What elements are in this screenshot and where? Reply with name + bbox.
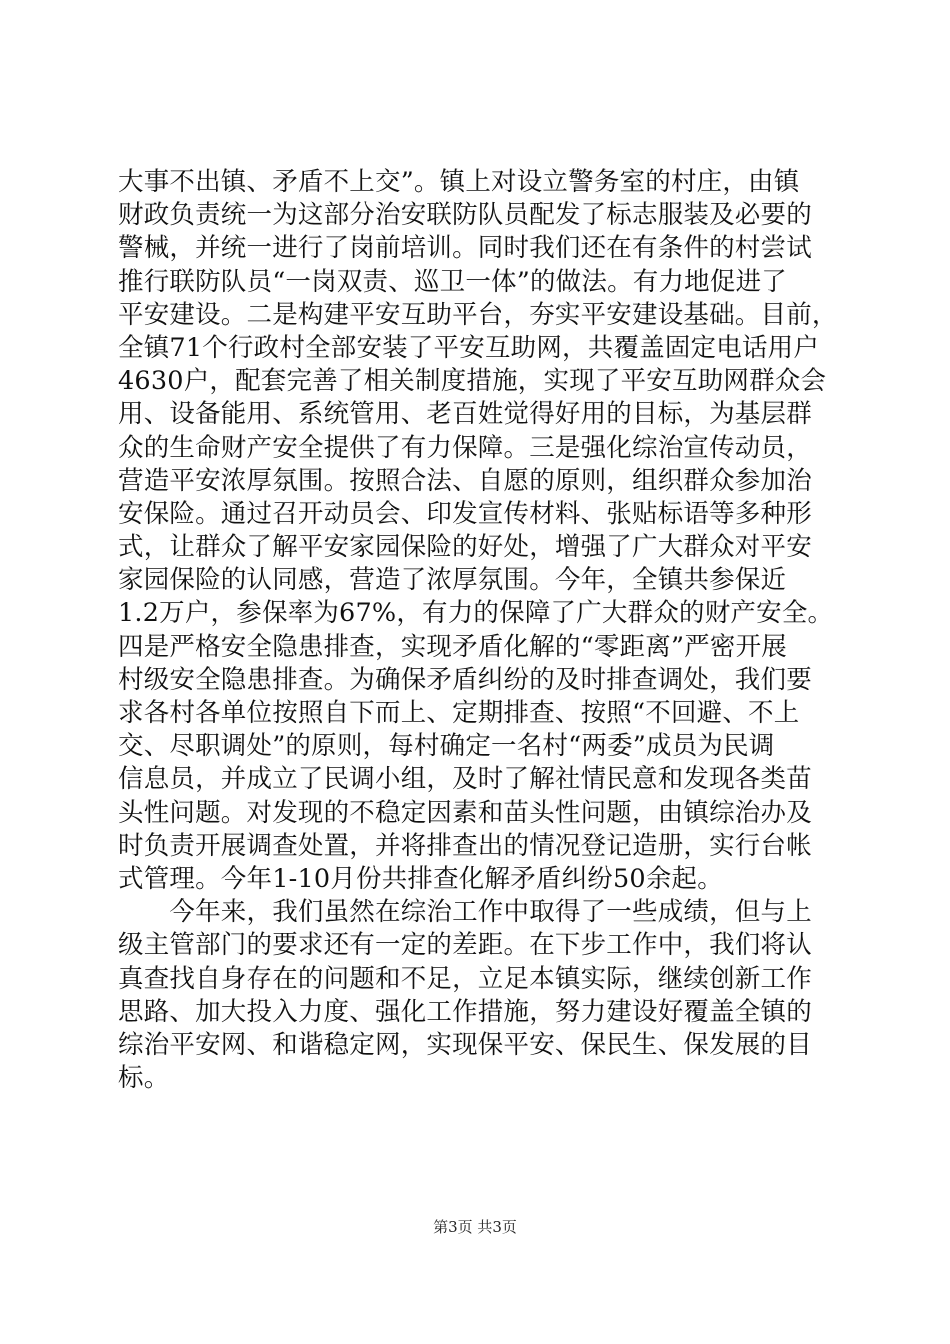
text-line: 四是严格安全隐患排查，实现矛盾化解的“零距离”严密开展 xyxy=(118,631,787,662)
text-line: 头性问题。对发现的不稳定因素和苗头性问题，由镇综治办及 xyxy=(118,797,812,828)
text-line: 家园保险的认同感，营造了浓厚氛围。今年，全镇共参保近 xyxy=(118,565,787,596)
text-line: 营造平安浓厚氛围。按照合法、自愿的原则，组织群众参加治 xyxy=(118,465,812,496)
text-line: 今年来，我们虽然在综治工作中取得了一些成绩，但与上 xyxy=(118,897,812,928)
text-line: 思路、加大投入力度、强化工作措施，努力建设好覆盖全镇的 xyxy=(118,996,812,1027)
text-line: 式管理。今年1-10月份共排查化解矛盾纠纷50余起。 xyxy=(118,863,723,894)
text-line: 警械，并统一进行了岗前培训。同时我们还在有条件的村尝试 xyxy=(118,233,812,264)
text-line: 求各村各单位按照自下而上、定期排查、按照“不回避、不上 xyxy=(118,698,800,728)
text-line: 众的生命财产安全提供了有力保障。三是强化综治宣传动员， xyxy=(118,432,812,463)
text-line: 大事不出镇、矛盾不上交”。镇上对设立警务室的村庄，由镇 xyxy=(118,167,800,197)
text-line: 式，让群众了解平安家园保险的好处，增强了广大群众对平安 xyxy=(118,532,812,563)
text-line: 平安建设。二是构建平安互助平台，夯实平安建设基础。目前， xyxy=(118,299,838,330)
text-line: 级主管部门的要求还有一定的差距。在下步工作中，我们将认 xyxy=(118,930,812,961)
text-line: 信息员，并成立了民调小组，及时了解社情民意和发现各类苗 xyxy=(118,764,812,795)
page-number-footer: 第3页 共3页 xyxy=(433,1218,517,1236)
text-line: 真查找自身存在的问题和不足，立足本镇实际，继续创新工作 xyxy=(118,963,812,994)
text-line: 全镇71个行政村全部安装了平安互助网，共覆盖固定电话用户 xyxy=(118,332,820,363)
document-body xyxy=(118,166,843,1095)
text-line: 安保险。通过召开动员会、印发宣传材料、张贴标语等多种形 xyxy=(118,498,812,529)
text-line: 村级安全隐患排查。为确保矛盾纠纷的及时排查调处，我们要 xyxy=(118,664,812,695)
text-line: 4630户，配套完善了相关制度措施，实现了平安互助网群众会 xyxy=(118,366,827,397)
text-line: 交、尽职调处”的原则，每村确定一名村“两委”成员为民调 xyxy=(118,731,775,762)
text-line: 1.2万户，参保率为67%，有力的保障了广大群众的财产安全。 xyxy=(118,598,834,629)
text-line: 财政负责统一为这部分治安联防队员配发了标志服装及必要的 xyxy=(118,200,812,231)
text-line: 综治平安网、和谐稳定网，实现保平安、保民生、保发展的目 xyxy=(118,1029,812,1060)
text-line: 推行联防队员“一岗双责、巡卫一体”的做法。有力地促进了 xyxy=(118,266,787,297)
text-line: 标。 xyxy=(118,1063,170,1094)
text-line: 时负责开展调查处置，并将排查出的情况登记造册，实行台帐 xyxy=(118,830,812,861)
text-line: 用、设备能用、系统管用、老百姓觉得好用的目标，为基层群 xyxy=(118,399,812,430)
